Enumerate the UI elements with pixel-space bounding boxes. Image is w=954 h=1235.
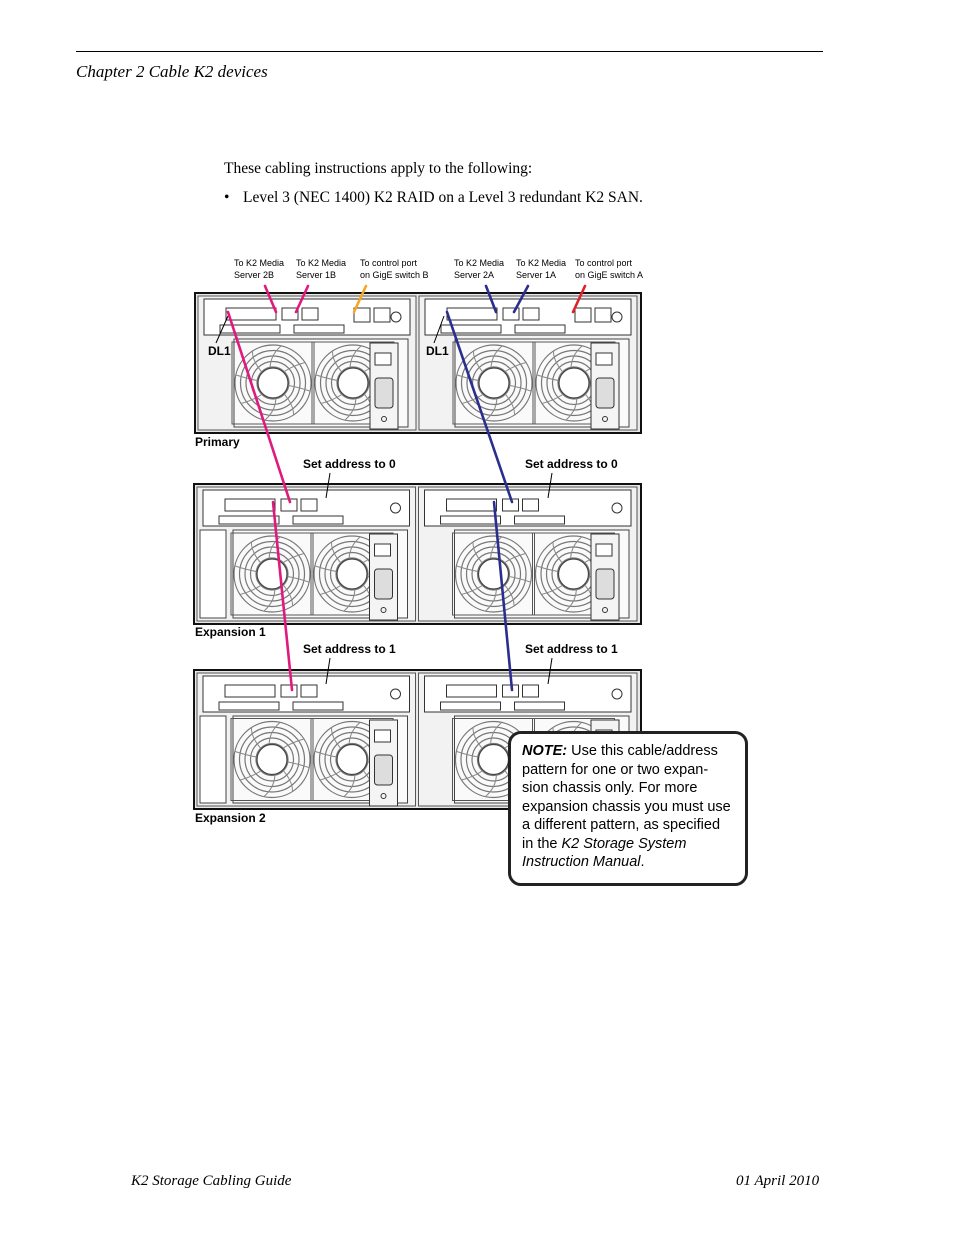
label-server1b-l2: Server 1B (296, 270, 337, 280)
expansion2-chassis-psu-0 (370, 720, 398, 806)
label-server2b-l2: Server 2B (234, 270, 275, 280)
expansion1-chassis-psu-1 (591, 534, 619, 620)
addr1-left-text: Set address to 1 (303, 642, 396, 656)
chapter-header: Chapter 2 Cable K2 devices (76, 62, 268, 81)
expansion2-chassis-controller-0 (203, 676, 410, 712)
note-box (508, 731, 748, 886)
expansion1-chassis-controller-0 (203, 490, 410, 526)
footer-date: 01 April 2010 (736, 1173, 820, 1189)
label-switcha-l2: on GigE switch A (575, 270, 644, 280)
top-labels (234, 258, 643, 280)
expansion1-chassis-psu-0 (370, 534, 398, 620)
bullet-text: Level 3 (NEC 1400) K2 RAID on a Level 3 redundant K2 SAN. (243, 189, 643, 206)
addr1-right-text: Set address to 1 (525, 642, 618, 656)
label-switchb-l2: on GigE switch B (360, 270, 429, 280)
expansion1-chassis-controller-1 (425, 490, 632, 526)
label-switchb-l1: To control port (360, 258, 418, 268)
label-server1a-l2: Server 1A (516, 270, 557, 280)
label-server2a-l1: To K2 Media (454, 258, 505, 268)
note-label: NOTE: (522, 743, 568, 759)
expansion1-label: Expansion 1 (195, 625, 266, 639)
label-switcha-l1: To control port (575, 258, 633, 268)
dl1-right-label: DL1 (426, 344, 449, 358)
addr0-left-text: Set address to 0 (303, 457, 396, 471)
primary-chassis-psu-1 (591, 343, 619, 429)
addr0-right-text: Set address to 0 (525, 457, 618, 471)
expansion2-chassis-controller-1 (425, 676, 632, 712)
expansion2-label: Expansion 2 (195, 811, 266, 825)
footer-guide-title: K2 Storage Cabling Guide (131, 1173, 292, 1189)
bullet-dot: • (224, 189, 230, 206)
label-server1a-l1: To K2 Media (516, 258, 567, 268)
primary-label: Primary (195, 435, 240, 449)
label-server1b-l1: To K2 Media (296, 258, 347, 268)
label-server2a-l2: Server 2A (454, 270, 495, 280)
intro-text: These cabling instructions apply to the following: (224, 160, 533, 177)
primary-chassis-psu-0 (370, 343, 398, 429)
note-end: . (640, 854, 645, 870)
label-server2b-l1: To K2 Media (234, 258, 285, 268)
note-text: Use this cable/address pattern for one or two expan-sion chassis only. For more expansion chassis you must use a different pattern, as specified in the (522, 743, 731, 852)
note-manual: K2 Storage System Instruction Manual (522, 835, 687, 870)
dl1-left-label: DL1 (208, 344, 231, 358)
primary-chassis-controller-1 (425, 299, 631, 335)
